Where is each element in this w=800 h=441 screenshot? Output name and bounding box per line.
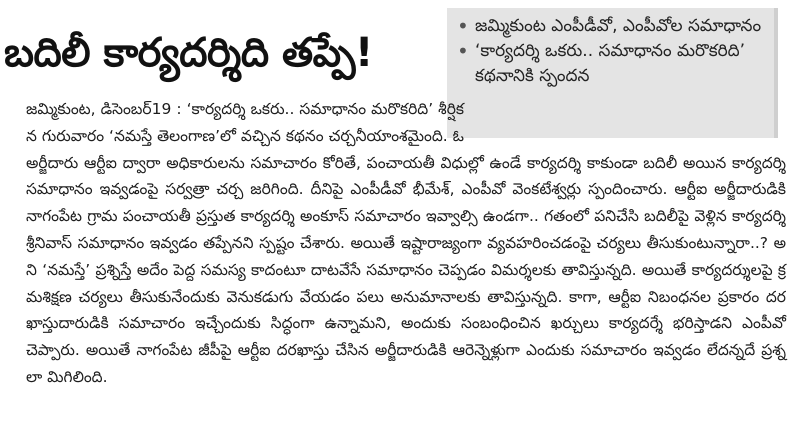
article-paragraph	[26, 96, 786, 391]
article-text: ‘కార్యదర్శి ఒకరు.. సమాధానం మరొకరిది’ శీర్షికన గురువారం ‘నమస్తే తెలంగాణ’లో వచ్చిన కథనం చర్చనీయాంశమైంది. ఓ అర్జీదారు ఆర్టీఐ ద్వారా అధికారులను సమాచారం కోరితే, పంచాయతీ విధుల్లో ఉండే కార్యదర్శి కాకుండా బదిలీ అయిన కార్యదర్శి సమాధానం ఇవ్వడంపై సర్వత్రా చర్చ జరిగింది. దీనిపై ఎంపీడీవో భీమేశ్‌, ఎంపీవో వెంకటేశ్వర్లు స్పందించారు. ఆర్టీఐ అర్జీదారుడికి నాగంపేట గ్రామ పంచాయతీ ప్రస్తుత కార్యదర్శి అంకూస్‌ సమాచారం ఇవ్వాల్సి ఉండగా.. గతంలో పనిచేసి బదిలీపై వెళ్లిన కార్యదర్శి శ్రీనివాస్‌ సమాధానం ఇవ్వడం తప్పేనని స్పష్టం చేశారు. అయితే ఇష్టారాజ్యంగా వ్యవహరించడంపై చర్యలు తీసుకుంటున్నారా..? అని ‘నమస్తే’ ప్రశ్నిస్తే అదేం పెద్ద సమస్య కాదంటూ దాటవేసే సమాధానం చెప్పడం విమర్శలకు తావిస్తున్నది. అయితే కార్యదర్శులపై క్రమశిక్షణ చర్యలు తీసుకునేందుకు వెనుకడుగు వేయడం పలు అనుమానాలకు తావిస్తున్నది. కాగా, ఆర్టీఐ నిబంధనల ప్రకారం దరఖాస్తుదారుడికి సమాచారం ఇచ్చేందుకు సిద్ధంగా ఉన్నామని, అందుకు సంబంధించిన ఖర్చులు కార్యదర్శే భరిస్తాడని ఎంపీవో చెప్పారు. అయితే నాగంపేట జీపీపై ఆర్టీఐ దరఖాస్తు చేసిన అర్జీదారుడికి ఆరెన్నెళ్లుగా ఎందుకు సమాచారం ఇవ్వడం లేదన్నదే ప్రశ్నలా మిగిలింది.	[26, 100, 786, 386]
article-body	[26, 96, 786, 391]
highlight-text: జమ్మికుంట ఎంపీడీవో, ఎంపీవోల సమాధానం	[475, 16, 762, 36]
highlight-item	[457, 39, 766, 89]
headline: బదిలీ కార్యదర్శిది తప్పే!	[4, 30, 373, 76]
dateline: జమ్మికుంట, డిసెంబర్‌19 :	[26, 100, 182, 118]
bullet-icon: •	[457, 39, 469, 63]
float-spacer	[464, 96, 786, 144]
highlight-text: ‘కార్యదర్శి ఒకరు.. సమాధానం మరొకరిది’ కథనానికి స్పందన	[475, 41, 746, 86]
highlight-item	[457, 14, 766, 39]
bullet-icon: •	[457, 14, 469, 38]
